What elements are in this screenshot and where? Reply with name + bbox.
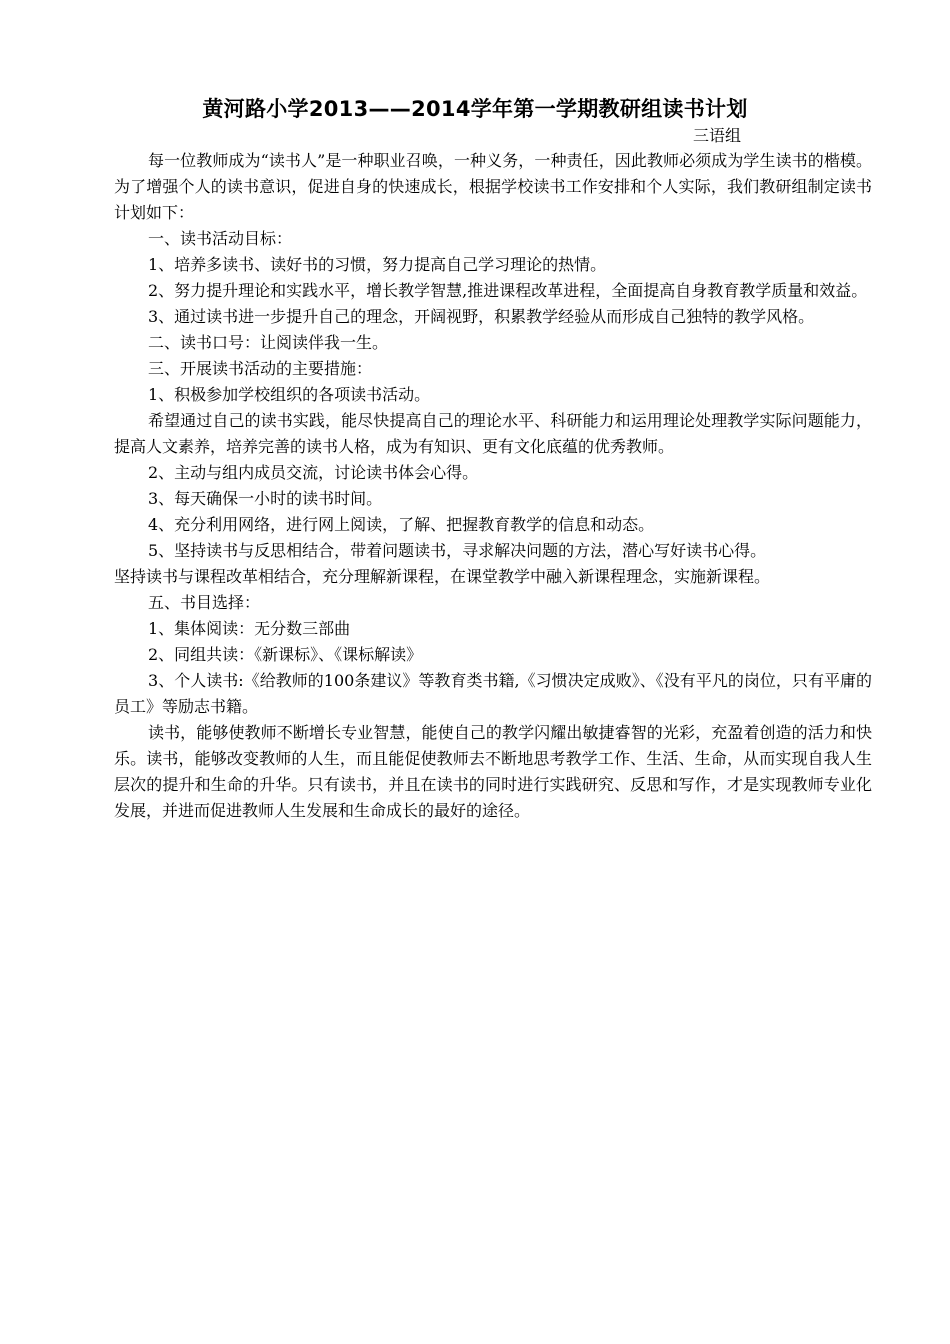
author-group: 三语组 (693, 126, 742, 145)
book-item-1: 1、集体阅读：无分数三部曲 (148, 619, 351, 638)
measure-item-5-continued: 坚持读书与课程改革相结合，充分理解新课程，在课堂教学中融入新课程理念，实施新课程。 (114, 567, 771, 586)
section-heading-books: 五、书目选择： (148, 593, 261, 612)
book-item-3: 3、个人读书:《给教师的100条建议》等教育类书籍,《习惯决定成败》、《没有平凡的岗位，只有平庸的员工》等励志书籍。 (114, 671, 872, 716)
goal-item-1: 1、培养多读书、读好书的习惯，努力提高自己学习理论的热情。 (148, 255, 607, 274)
section-heading-slogan: 二、读书口号：让阅读伴我一生。 (148, 333, 389, 352)
intro-paragraph: 每一位教师成为“读书人”是一种职业召唤，一种义务，一种责任，因此教师必须成为学生读书的楷模。为了增强个人的读书意识，促进自身的快速成长，根据学校读书工作安排和个人实际，我们教研组制定读书计划如下： (114, 151, 872, 222)
book-item-2: 2、同组共读：《新课标》、《课标解读》 (148, 645, 423, 664)
document-title: 黄河路小学2013——2014学年第一学期教研组读书计划 (202, 97, 748, 121)
measure-detail-paragraph: 希望通过自己的读书实践，能尽快提高自己的理论水平、科研能力和运用理论处理教学实际问题能力，提高人文素养，培养完善的读书人格，成为有知识、更有文化底蕴的优秀教师。 (114, 411, 872, 456)
goal-item-2: 2、努力提升理论和实践水平，增长教学智慧,推进课程改革进程，全面提高自身教育教学质量和效益。 (148, 281, 868, 300)
measure-item-3: 3、每天确保一小时的读书时间。 (148, 489, 383, 508)
measure-item-1: 1、积极参加学校组织的各项读书活动。 (148, 385, 431, 404)
measure-item-4: 4、充分利用网络，进行网上阅读，了解、把握教育教学的信息和动态。 (148, 515, 655, 534)
goal-item-3: 3、通过读书进一步提升自己的理念，开阔视野，积累教学经验从而形成自己独特的教学风格。 (148, 307, 815, 326)
closing-paragraph: 读书，能够使教师不断增长专业智慧，能使自己的教学闪耀出敏捷睿智的光彩，充盈着创造的活力和快乐。读书，能够改变教师的人生，而且能促使教师去不断地思考教学工作、生活、生命，从而实现自我人生层次的提升和生命的升华。只有读书，并且在读书的同时进行实践研究、反思和写作，才是实现教师专业化发展，并进而促进教师人生发展和生命成长的最好的途径。 (114, 723, 872, 820)
section-heading-goals: 一、读书活动目标： (148, 229, 293, 248)
document-body (114, 148, 872, 824)
measure-item-5: 5、坚持读书与反思相结合，带着问题读书，寻求解决问题的方法，潜心写好读书心得。 (148, 541, 767, 560)
section-heading-measures: 三、开展读书活动的主要措施： (148, 359, 373, 378)
measure-item-2: 2、主动与组内成员交流，讨论读书体会心得。 (148, 463, 479, 482)
